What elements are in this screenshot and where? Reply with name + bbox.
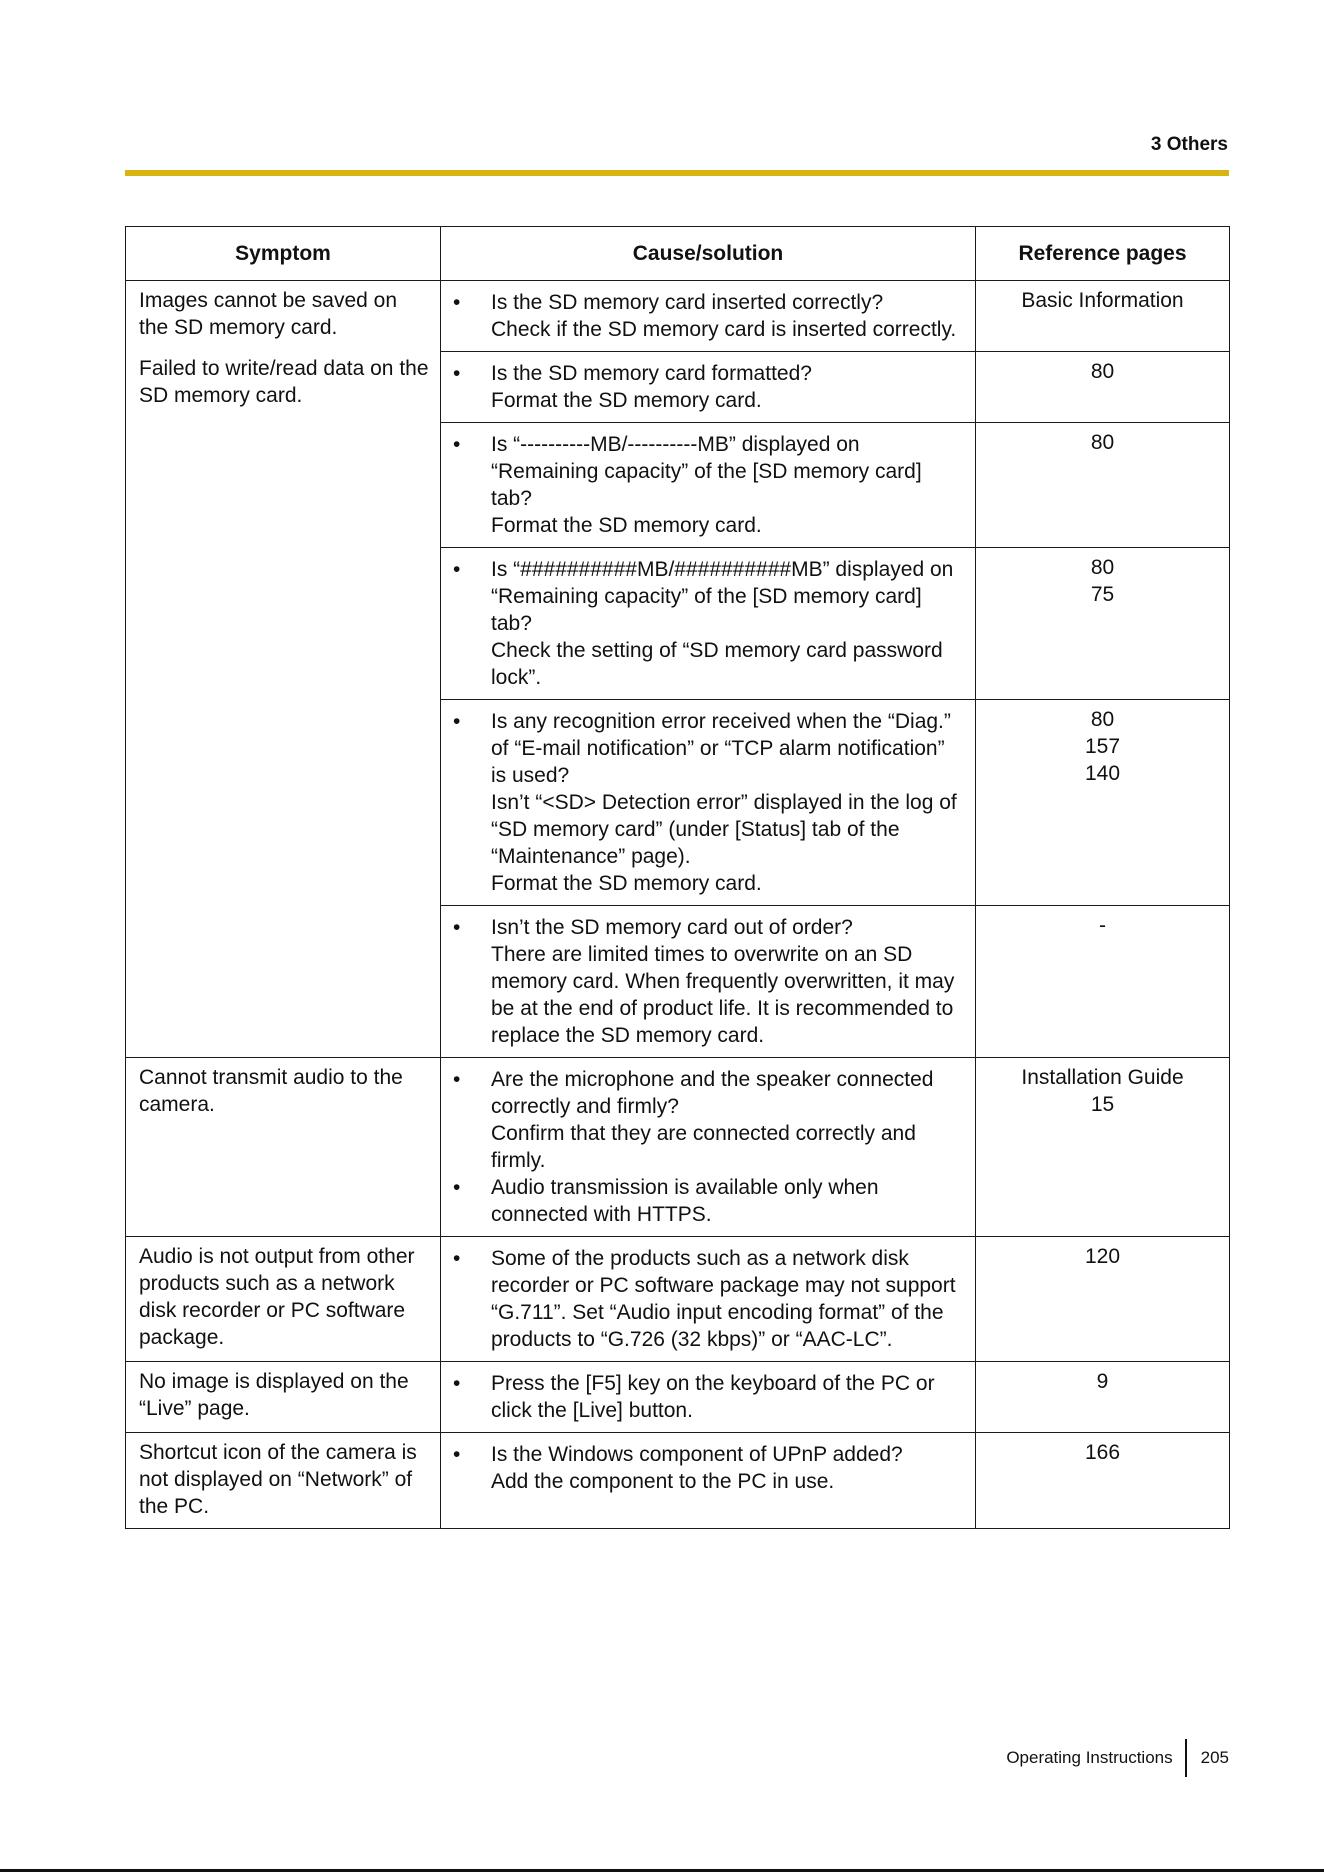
symptom-header: Symptom bbox=[126, 227, 441, 281]
cause-line: Is any recognition error received when the “Diag.” of “E-mail notification” or “TCP alarm notification” is used? bbox=[491, 710, 951, 787]
bullet-icon: • bbox=[453, 558, 461, 581]
bullet-icon: • bbox=[453, 433, 461, 456]
section-header: 3 Others bbox=[1150, 134, 1228, 155]
symptom-text: Failed to write/read data on the SD memory card. bbox=[139, 357, 429, 407]
cause-line: Some of the products such as a network disk recorder or PC software package may not support “G.711”. Set “Audio input encoding format” of the products to “G.726 (32 kbps)” or “AAC-LC”. bbox=[491, 1247, 956, 1351]
reference-page: 140 bbox=[1084, 762, 1121, 785]
table-row bbox=[126, 1362, 1230, 1433]
footer-divider bbox=[1185, 1739, 1187, 1777]
reference-page: Installation Guide bbox=[1021, 1066, 1184, 1089]
reference-page: Basic Information bbox=[1021, 289, 1184, 312]
bullet-text bbox=[491, 1174, 965, 1228]
bullet-icon: • bbox=[453, 710, 461, 733]
cause-solution-cell bbox=[441, 1237, 976, 1362]
reference-page: 80 bbox=[1090, 360, 1115, 383]
cause-line: There are limited times to overwrite on an SD memory card. When frequently overwritten, it may be at the end of product life. It is recommended to replace the SD memory card. bbox=[491, 943, 955, 1047]
symptom-cell bbox=[126, 1058, 441, 1237]
cause-line: Isn’t the SD memory card out of order? bbox=[491, 916, 853, 939]
table-row bbox=[126, 281, 1230, 352]
bullet-text bbox=[491, 431, 965, 539]
cause-line: Isn’t “<SD> Detection error” displayed in the log of “SD memory card” (under [Status] tab of the “Maintenance” page). bbox=[491, 791, 957, 868]
cause-line: Is the SD memory card formatted? bbox=[491, 362, 812, 385]
bullet-item bbox=[441, 289, 965, 343]
cause-solution-cell bbox=[441, 352, 976, 423]
cause-line: Confirm that they are connected correctly and firmly. bbox=[491, 1122, 916, 1172]
bullet-item bbox=[441, 556, 965, 691]
reference-cell bbox=[976, 1058, 1230, 1237]
reference-cell bbox=[976, 548, 1230, 700]
bullet-text bbox=[491, 914, 965, 1049]
bullet-icon: • bbox=[453, 1247, 461, 1270]
symptom-text: Audio is not output from other products such as a network disk recorder or PC software package. bbox=[139, 1245, 415, 1349]
bullet-item bbox=[441, 1245, 965, 1353]
cause-line: Press the [F5] key on the keyboard of the PC or click the [Live] button. bbox=[491, 1372, 935, 1422]
symptom-cell bbox=[126, 1237, 441, 1362]
reference-page: 75 bbox=[1090, 583, 1115, 606]
bullet-item bbox=[441, 1066, 965, 1174]
cause-line: Check the setting of “SD memory card password lock”. bbox=[491, 639, 943, 689]
bullet-item bbox=[441, 1174, 965, 1228]
reference-cell bbox=[976, 1237, 1230, 1362]
reference-page: 9 bbox=[1096, 1370, 1109, 1393]
cause-line: Format the SD memory card. bbox=[491, 514, 762, 537]
bullet-icon: • bbox=[453, 916, 461, 939]
reference-cell bbox=[976, 1433, 1230, 1529]
page-footer bbox=[1006, 1738, 1229, 1778]
bullet-icon: • bbox=[453, 1443, 461, 1466]
bullet-item bbox=[441, 914, 965, 1049]
cause-line: Format the SD memory card. bbox=[491, 389, 762, 412]
reference-page: 80 bbox=[1090, 431, 1115, 454]
reference-cell bbox=[976, 352, 1230, 423]
bullet-icon: • bbox=[453, 1176, 461, 1199]
reference-cell bbox=[976, 1362, 1230, 1433]
bullet-icon: • bbox=[453, 362, 461, 385]
bullet-text bbox=[491, 1245, 965, 1353]
page-number: 205 bbox=[1200, 1748, 1229, 1767]
bullet-text bbox=[491, 289, 965, 343]
reference-cell bbox=[976, 700, 1230, 906]
symptom-text: Cannot transmit audio to the camera. bbox=[139, 1066, 403, 1116]
reference-page: 157 bbox=[1084, 735, 1121, 758]
reference-page: 120 bbox=[1084, 1245, 1121, 1268]
bullet-text bbox=[491, 556, 965, 691]
reference-page: - bbox=[1099, 914, 1106, 937]
cause-line: Check if the SD memory card is inserted correctly. bbox=[491, 318, 957, 341]
reference-page: 166 bbox=[1084, 1441, 1121, 1464]
bullet-item bbox=[441, 360, 965, 414]
symptom-cell bbox=[126, 1362, 441, 1433]
bullet-item bbox=[441, 431, 965, 539]
bullet-icon: • bbox=[453, 1372, 461, 1395]
bullet-item bbox=[441, 1370, 965, 1424]
reference-pages-header: Reference pages bbox=[976, 227, 1230, 281]
cause-line: Audio transmission is available only when connected with HTTPS. bbox=[491, 1176, 879, 1226]
table-row bbox=[126, 1237, 1230, 1362]
bullet-item bbox=[441, 708, 965, 897]
cause-solution-cell bbox=[441, 423, 976, 548]
bullet-icon: • bbox=[453, 291, 461, 314]
cause-line: Add the component to the PC in use. bbox=[491, 1470, 835, 1493]
bullet-text bbox=[491, 360, 965, 414]
reference-page: 15 bbox=[1090, 1093, 1115, 1116]
table-row bbox=[126, 1058, 1230, 1237]
cause-line: Is the Windows component of UPnP added? bbox=[491, 1443, 903, 1466]
cause-line: Are the microphone and the speaker connected correctly and firmly? bbox=[491, 1068, 934, 1118]
cause-solution-cell bbox=[441, 1433, 976, 1529]
cause-solution-header: Cause/solution bbox=[441, 227, 976, 281]
table-row bbox=[126, 1433, 1230, 1529]
symptom-cell bbox=[126, 281, 441, 1058]
cause-solution-cell bbox=[441, 1058, 976, 1237]
cause-line: Is “##########MB/##########MB” displayed on “Remaining capacity” of the [SD memory card] tab? bbox=[491, 558, 954, 635]
cause-line: Is the SD memory card inserted correctly? bbox=[491, 291, 884, 314]
bullet-text bbox=[491, 1066, 965, 1174]
bullet-icon: • bbox=[453, 1068, 461, 1091]
cause-solution-cell bbox=[441, 700, 976, 906]
bullet-text bbox=[491, 1370, 965, 1424]
reference-cell bbox=[976, 281, 1230, 352]
cause-line: Is “----------MB/----------MB” displayed on “Remaining capacity” of the [SD memory card] tab? bbox=[491, 433, 922, 510]
reference-page: 80 bbox=[1090, 708, 1115, 731]
header-rule bbox=[125, 170, 1229, 176]
cause-solution-cell bbox=[441, 281, 976, 352]
reference-cell bbox=[976, 423, 1230, 548]
symptom-text: No image is displayed on the “Live” page. bbox=[139, 1370, 409, 1420]
symptom-cell bbox=[126, 1433, 441, 1529]
bullet-text bbox=[491, 1441, 965, 1495]
table-header-row bbox=[126, 227, 1230, 281]
reference-page: 80 bbox=[1090, 556, 1115, 579]
symptom-text: Shortcut icon of the camera is not displayed on “Network” of the PC. bbox=[139, 1441, 417, 1518]
symptom-text: Images cannot be saved on the SD memory card. bbox=[139, 289, 398, 339]
cause-line: Format the SD memory card. bbox=[491, 872, 762, 895]
troubleshooting-table bbox=[125, 226, 1230, 1529]
cause-solution-cell bbox=[441, 1362, 976, 1433]
cause-solution-cell bbox=[441, 906, 976, 1058]
cause-solution-cell bbox=[441, 548, 976, 700]
bullet-text bbox=[491, 708, 965, 897]
bullet-item bbox=[441, 1441, 965, 1495]
reference-cell bbox=[976, 906, 1230, 1058]
document-title: Operating Instructions bbox=[1006, 1748, 1173, 1767]
